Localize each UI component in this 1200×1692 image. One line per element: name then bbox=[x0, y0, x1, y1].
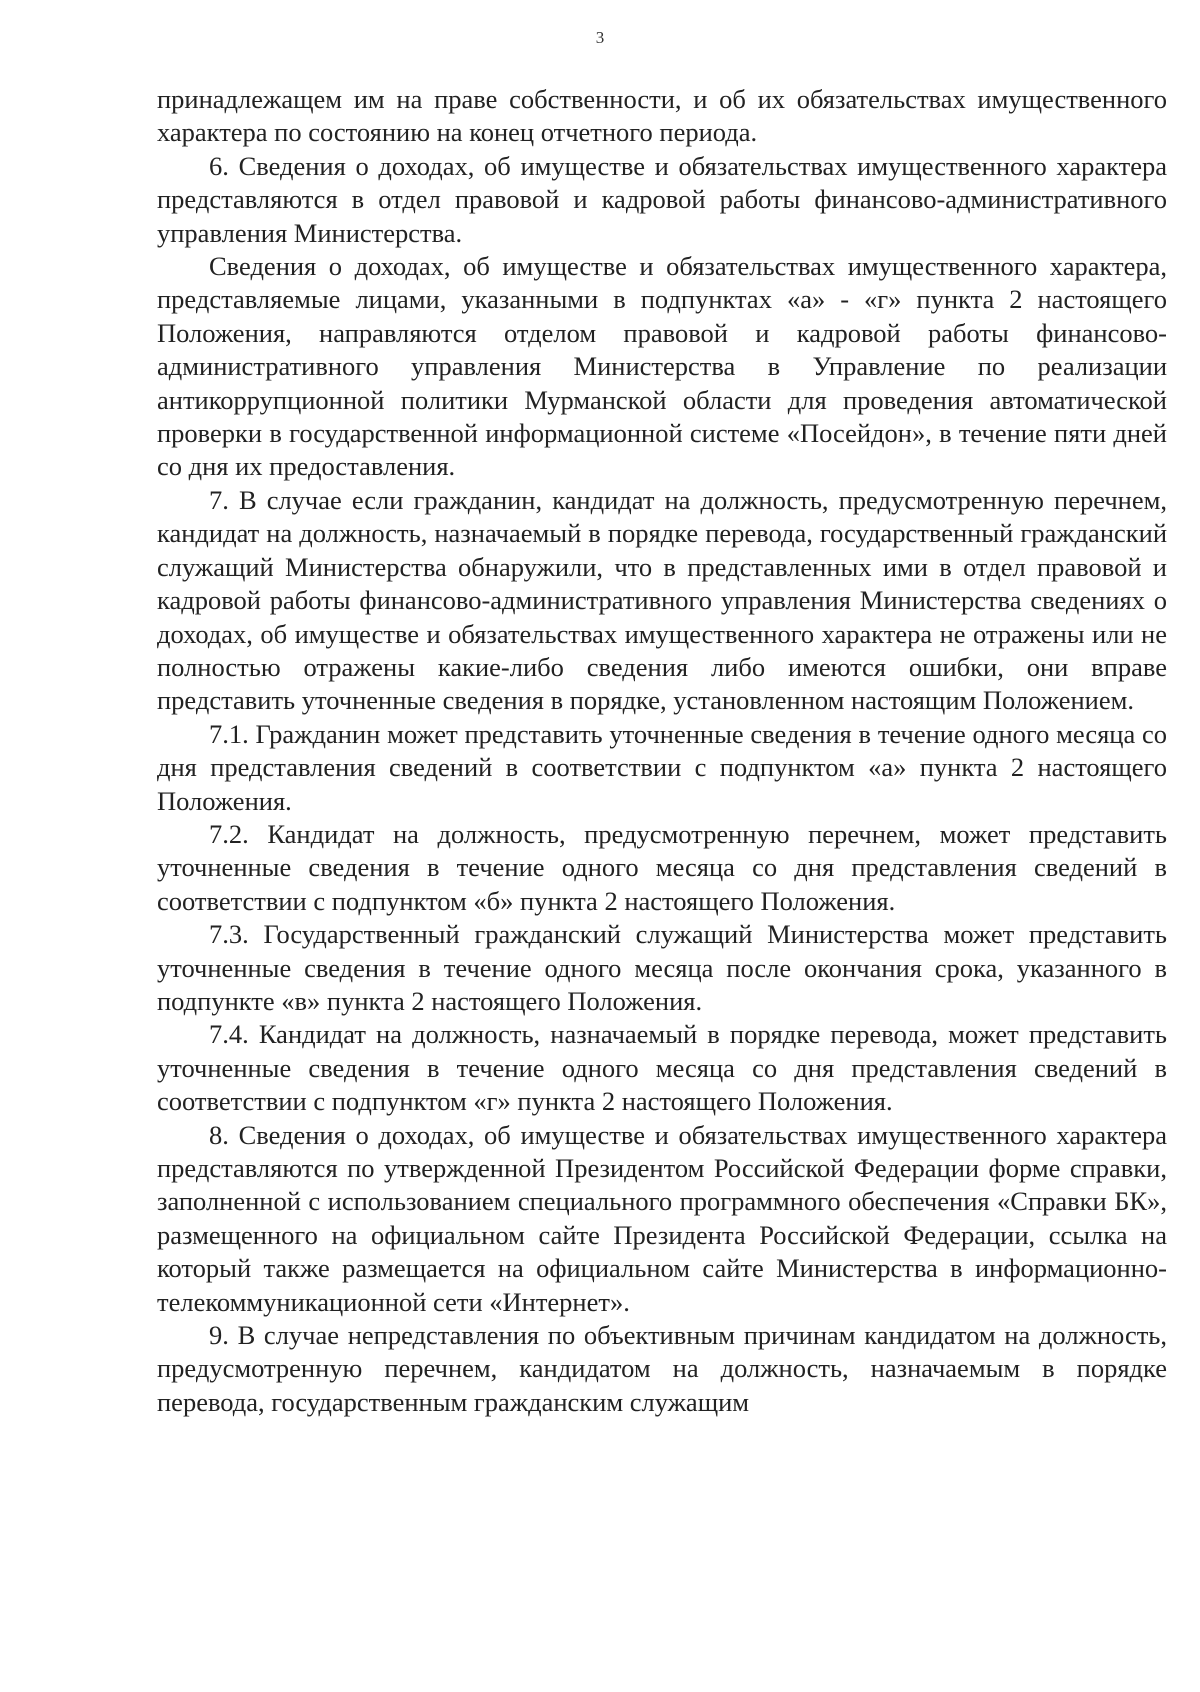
page-number: 3 bbox=[595, 28, 605, 47]
paragraph-7-2: 7.2. Кандидат на должность, предусмотренную перечнем, может представить уточненные сведения в течение одного месяца со дня представления сведений в соответствии с подпунктом «б» пункта 2 настоящего Положения. bbox=[157, 818, 1167, 916]
paragraph-7-1: 7.1. Гражданин может представить уточненные сведения в течение одного месяца со дня представления сведений в соответствии с подпунктом «а» пункта 2 настоящего Положения. bbox=[157, 718, 1167, 816]
paragraph-9: 9. В случае непредставления по объективным причинам кандидатом на должность, предусмотренную перечнем, кандидатом на должность, назначаемым в порядке перевода, государственным гражданским служащим bbox=[157, 1320, 1167, 1417]
paragraph-6-details: Сведения о доходах, об имуществе и обязательствах имущественного характера, представляемые лицами, указанными в подпунктах «а» - «г» пункта 2 настоящего Положения, направляются отделом правовой и кадровой работы финансово-административного управления Министерства в Управление по реализации антикоррупционной политики Мурманской области для проведения автоматической проверки в государственной информационной системе «Посейдон», в течение пяти дней со дня их предоставления. bbox=[157, 251, 1167, 482]
document-body bbox=[157, 83, 1167, 1419]
paragraph-continuation: принадлежащем им на праве собственности, и об их обязательствах имущественного характера по состоянию на конец отчетного периода. bbox=[157, 84, 1167, 148]
paragraph-7: 7. В случае если гражданин, кандидат на должность, предусмотренную перечнем, кандидат на должность, назначаемый в порядке перевода, государственный гражданский служащий Министерства обнаружили, что в представленных ими в отдел правовой и кадровой работы финансово-административного управления Министерства сведениях о доходах, об имуществе и обязательствах имущественного характера не отражены или не полностью отражены какие-либо сведения либо имеются ошибки, они вправе представить уточненные сведения в порядке, установленном настоящим Положением. bbox=[157, 484, 1167, 716]
paragraph-6: 6. Сведения о доходах, об имуществе и обязательствах имущественного характера представляются в отдел правовой и кадровой работы финансово-административного управления Министерства. bbox=[157, 150, 1167, 248]
paragraph-7-3: 7.3. Государственный гражданский служащий Министерства может представить уточненные сведения в течение одного месяца после окончания срока, указанного в подпункте «в» пункта 2 настоящего Положения. bbox=[157, 919, 1167, 1016]
paragraph-8: 8. Сведения о доходах, об имуществе и обязательствах имущественного характера представляются по утвержденной Президентом Российской Федерации форме справки, заполненной с использованием специального программного обеспечения «Справки БК», размещенного на официальном сайте Президента Российской Федерации, ссылка на который также размещается на официальном сайте Министерства в информационно-телекоммуникационной сети «Интернет». bbox=[157, 1119, 1167, 1317]
paragraph-7-4: 7.4. Кандидат на должность, назначаемый в порядке перевода, может представить уточненные сведения в течение одного месяца со дня представления сведений в соответствии с подпунктом «г» пункта 2 настоящего Положения. bbox=[157, 1019, 1167, 1117]
